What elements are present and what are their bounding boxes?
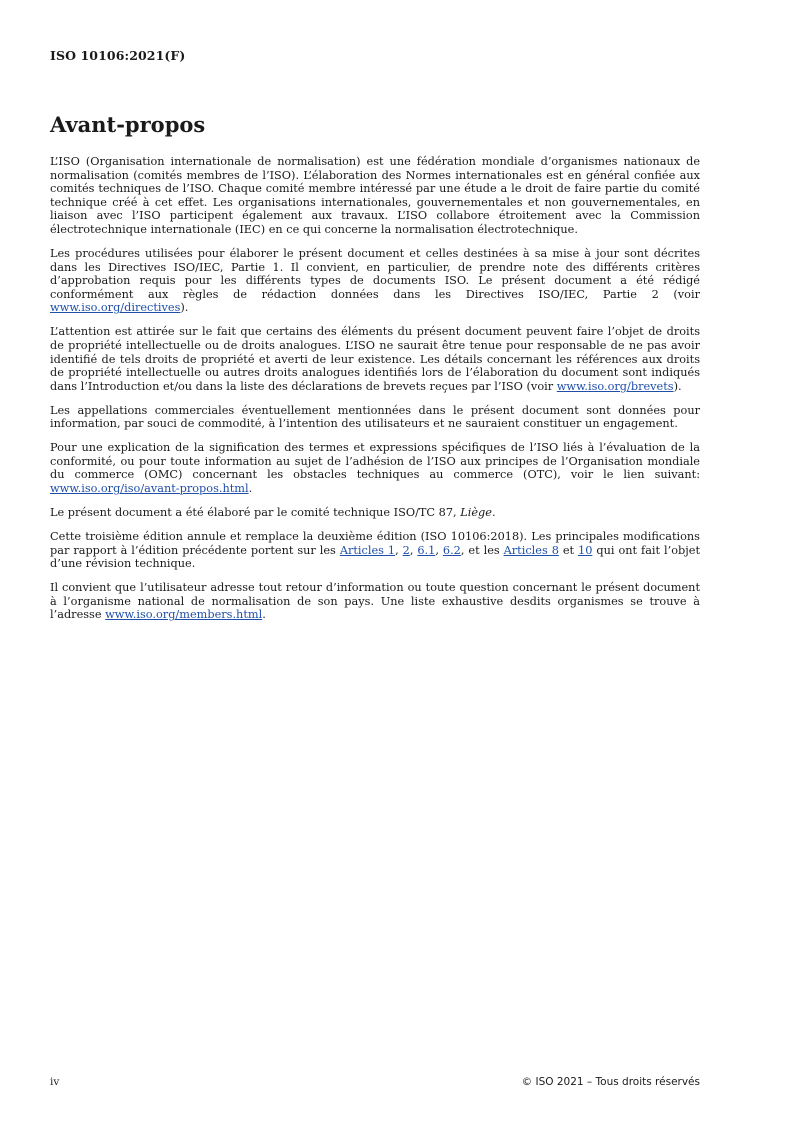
- paragraph-2: [50, 247, 700, 315]
- copyright-notice: © ISO 2021 – Tous droits réservés: [521, 1076, 700, 1088]
- article-10-link[interactable]: 10: [578, 543, 593, 557]
- article-6-2-link[interactable]: 6.2: [442, 543, 461, 557]
- members-link[interactable]: www.iso.org/members.html: [105, 608, 263, 622]
- brevets-link[interactable]: www.iso.org/brevets: [556, 379, 674, 393]
- paragraph-7: [50, 530, 700, 571]
- paragraph-6: [50, 506, 700, 520]
- paragraph-8-tail: .: [262, 608, 266, 622]
- avant-propos-link[interactable]: www.iso.org/iso/avant-propos.html: [50, 482, 249, 496]
- foreword-body: [50, 155, 700, 632]
- article-2-link[interactable]: 2: [402, 543, 410, 557]
- paragraph-5-tail: .: [248, 482, 253, 496]
- article-6-1-link[interactable]: 6.1: [417, 543, 436, 557]
- paragraph-5-text: Pour une explication de la signification des termes et expressions spécifiques de l’ISO liés à l’évaluation de la conformité, ou pour toute information au sujet de l’adhésion de l’ISO aux principes de l’Organisation mondiale du commerce (OMC) concernant les obstacles techniques au commerce (OTC), voir le lien suivant:: [50, 441, 700, 482]
- paragraph-3-text: L’attention est attirée sur le fait que certains des éléments du présent document peuvent faire l’objet de droits de propriété intellectuelle ou de droits analogues. L’ISO ne saurait être tenue pour responsable de ne pas avoir identifié de tels droits de propriété et averti de leur existence. Les détails concernant les références aux droits de propriété intellectuelle ou autres droits analogues identifiés lors de l’élaboration du document sont indiqués dans l’Introduction et/ou dans la liste des déclarations de brevets reçues par l’ISO (voir: [50, 325, 700, 393]
- committee-name: Liège: [460, 506, 492, 520]
- paragraph-6-text: Le présent document a été élaboré par le comité technique ISO/TC 87,: [50, 506, 461, 520]
- paragraph-3: [50, 325, 700, 393]
- page-title: Avant-propos: [50, 112, 206, 137]
- paragraph-3-tail: ).: [673, 379, 682, 393]
- directives-link[interactable]: www.iso.org/directives: [50, 301, 181, 315]
- paragraph-5: [50, 441, 700, 495]
- paragraph-4: Les appellations commerciales éventuellement mentionnées dans le présent document sont données pour information, par souci de commodité, à l’intention des utilisateurs et ne sauraient constituer un engagement.: [50, 403, 700, 431]
- separator: , et les: [460, 543, 504, 557]
- article-1-link[interactable]: Articles 1: [339, 543, 396, 557]
- page-number: iv: [50, 1076, 60, 1088]
- article-8-link[interactable]: Articles 8: [503, 543, 559, 557]
- separator: ,: [409, 543, 418, 557]
- paragraph-8-text: Il convient que l’utilisateur adresse tout retour d’information ou toute question concernant le présent document à l’organisme national de normalisation de son pays. Une liste exhaustive desdits organismes se trouve à l’adresse: [50, 581, 700, 622]
- paragraph-2-text: Les procédures utilisées pour élaborer le présent document et celles destinées à sa mise à jour sont décrites dans les Directives ISO/IEC, Partie 1. Il convient, en particulier, de prendre note des différents critères d’approbation requis pour les différents types de documents ISO. Le présent document a été rédigé conformément aux règles de rédaction données dans les Directives ISO/IEC, Partie 2 (voir: [50, 246, 700, 301]
- paragraph-1: L’ISO (Organisation internationale de normalisation) est une fédération mondiale d’organismes nationaux de normalisation (comités membres de l’ISO). L’élaboration des Normes internationales est en général confiée aux comités techniques de l’ISO. Chaque comité membre intéressé par une étude a le droit de faire partie du comité technique créé à cet effet. Les organisations internationales, gouvernementales et non gouvernementales, en liaison avec l’ISO participent également aux travaux. L’ISO collabore étroitement avec la Commission électrotechnique internationale (IEC) en ce qui concerne la normalisation électrotechnique.: [50, 155, 700, 236]
- paragraph-8: [50, 581, 700, 622]
- separator: ,: [435, 543, 443, 557]
- document-id: ISO 10106:2021(F): [50, 48, 186, 63]
- paragraph-6-tail: .: [491, 506, 496, 520]
- paragraph-7-tail: qui ont fait l’objet d’une révision technique.: [50, 543, 700, 571]
- paragraph-2-tail: ).: [180, 301, 189, 315]
- separator: ,: [395, 543, 403, 557]
- separator: et: [558, 543, 579, 557]
- paragraph-7-text: Cette troisième édition annule et remplace la deuxième édition (ISO 10106:2018). Les principales modifications par rapport à l’édition précédente portent sur les: [50, 530, 700, 557]
